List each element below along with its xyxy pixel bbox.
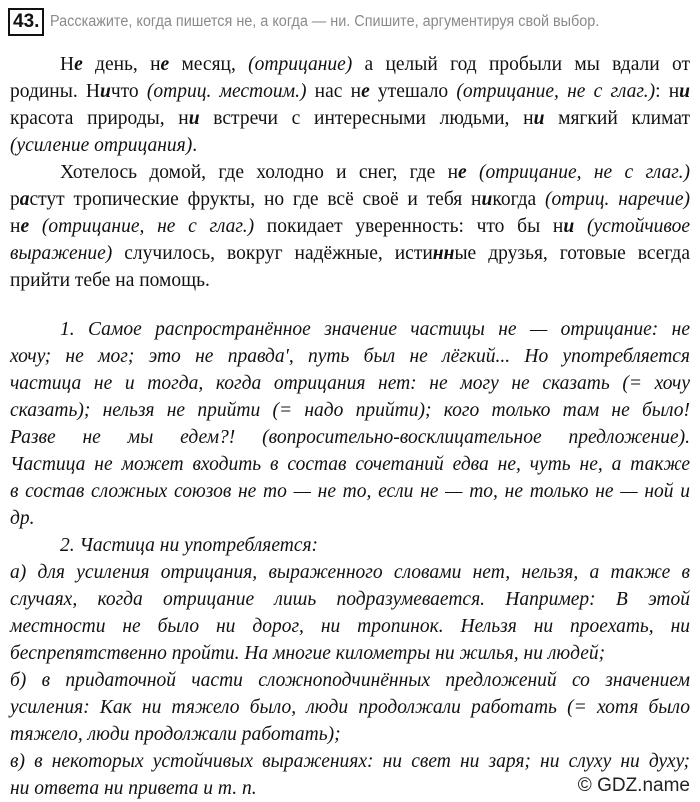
text-segment: ни ответа ни привета и т. п. xyxy=(10,778,257,799)
text-segment: др. xyxy=(10,508,35,529)
highlighted-letter: нн xyxy=(432,243,455,264)
highlighted-letter: и xyxy=(533,108,545,129)
text-segment: местности не было ни дорог, ни тропинок. Нельзя ни проехать, ни xyxy=(10,616,690,637)
text-segment: нас н xyxy=(306,81,362,102)
text-segment: Н xyxy=(60,54,75,75)
text-segment: усиления: Как ни тяжело было, люди продолжали работать (= хотя было xyxy=(10,697,690,718)
highlighted-letter: е xyxy=(74,54,83,75)
highlighted-letter: е xyxy=(20,216,30,237)
text-line xyxy=(10,694,690,721)
text-line xyxy=(10,213,690,240)
text-line xyxy=(10,451,690,478)
text-line xyxy=(10,667,690,694)
text-segment: хочу; не мог; это не правда', путь был не лёгкий... Но употребляется xyxy=(10,346,690,367)
annotation: (отрицание, не с глаг.) xyxy=(478,162,691,183)
text-segment: что xyxy=(110,81,147,102)
annotation: (отриц. наречие) xyxy=(544,189,690,210)
annotation: выражение) xyxy=(10,243,113,264)
text-segment: стут тропические фрукты, но где всё своё и тебя н xyxy=(29,189,482,210)
highlighted-letter: и xyxy=(563,216,575,237)
text-segment: тяжело, люди продолжали работать); xyxy=(10,724,341,745)
text-segment: покидает уверенность: что бы н xyxy=(254,216,564,237)
text-line xyxy=(10,186,690,213)
text-segment: мягкий климат xyxy=(544,108,690,129)
paragraph xyxy=(10,51,690,159)
text-line xyxy=(10,397,690,424)
exercise-number: 43. xyxy=(8,8,44,36)
text-segment: Частица не может входить в состав сочетаний едва не, чуть не, а также xyxy=(10,454,690,475)
task-instruction: Расскажите, когда пишется не, а когда — ни. Спишите, аргументируя свой выбор. xyxy=(50,13,600,30)
text-segment: прийти тебе на помощь. xyxy=(10,270,210,291)
paragraph xyxy=(10,159,690,294)
paragraph xyxy=(10,667,690,748)
highlighted-letter: а xyxy=(19,189,30,210)
text-segment: красота природы, н xyxy=(10,108,189,129)
text-segment: : н xyxy=(655,81,680,102)
text-segment: Хотелось домой, где холодно и снег, где н xyxy=(60,162,458,183)
text-segment: . xyxy=(192,135,198,156)
text-line xyxy=(10,240,690,267)
annotation: (устойчивое xyxy=(586,216,691,237)
text-line xyxy=(10,586,690,613)
text-segment: н xyxy=(10,216,21,237)
paragraph xyxy=(10,559,690,667)
text-line xyxy=(10,370,690,397)
text-line xyxy=(10,132,690,159)
highlighted-letter: и xyxy=(679,81,690,102)
annotation: (усиление отрицания) xyxy=(10,135,193,156)
text-segment: встречи с интересными людьми, н xyxy=(199,108,534,129)
text-segment: случилось, вокруг надёжные, исти xyxy=(112,243,433,264)
text-segment: а целый год пробыли мы вдали от xyxy=(352,54,690,75)
text-segment: когда xyxy=(492,189,545,210)
highlighted-letter: и xyxy=(481,189,493,210)
annotation: (отрицание, не с глаг.) xyxy=(456,81,656,102)
text-line xyxy=(10,316,690,343)
text-line xyxy=(10,478,690,505)
text-line xyxy=(10,505,690,532)
text-segment: частица не и тогда, когда отрицания нет: не могу не сказать (= хочу xyxy=(10,373,690,394)
text-segment: случаях, когда отрицание лишь подразумевается. Например: В этой xyxy=(10,589,690,610)
annotation: (отрицание, не с глаг.) xyxy=(41,216,255,237)
text-segment: ые друзья, готовые всегда xyxy=(454,243,691,264)
watermark: © GDZ.name xyxy=(577,775,690,796)
theory-text xyxy=(10,316,690,802)
text-segment xyxy=(467,162,479,183)
annotation: (отрицание) xyxy=(248,54,353,75)
text-segment: месяц, xyxy=(169,54,249,75)
text-segment: в) в некоторых устойчивых выражениях: ни свет ни заря; ни слуху ни духу; xyxy=(10,751,690,772)
text-line xyxy=(10,559,690,586)
highlighted-letter: и xyxy=(100,81,111,102)
text-segment: 1. Самое распространённое значение частицы не — отрицание: не xyxy=(60,319,690,340)
highlighted-letter: е xyxy=(458,162,467,183)
text-segment: р xyxy=(10,189,20,210)
text-segment: утешало xyxy=(369,81,457,102)
highlighted-letter: е xyxy=(160,54,170,75)
exercise-text xyxy=(10,51,690,294)
text-line xyxy=(10,105,690,132)
text-line xyxy=(10,640,690,667)
text-segment: б) в придаточной части сложноподчинённых предложений со значением xyxy=(10,670,690,691)
text-segment: беспрепятственно пройти. На многие километры ни жилья, ни людей; xyxy=(10,643,606,664)
highlighted-letter: и xyxy=(188,108,200,129)
text-segment: 2. Частица ни употребляется: xyxy=(60,535,319,556)
paragraph xyxy=(10,316,690,532)
annotation: (отриц. местоим.) xyxy=(146,81,307,102)
text-line xyxy=(10,267,690,294)
highlighted-letter: е xyxy=(361,81,370,102)
text-line xyxy=(10,532,690,559)
text-line xyxy=(10,159,690,186)
text-segment: родины. Н xyxy=(10,81,100,102)
text-line xyxy=(10,343,690,370)
text-segment: день, н xyxy=(82,54,161,75)
text-line xyxy=(10,748,690,775)
text-line xyxy=(10,613,690,640)
text-segment: сказать); нельзя не прийти (= надо прийти); кого только там не было! xyxy=(10,400,690,421)
text-line xyxy=(10,51,690,78)
text-segment xyxy=(29,216,42,237)
text-segment xyxy=(574,216,587,237)
text-line xyxy=(10,721,690,748)
paragraph xyxy=(10,532,690,559)
text-line xyxy=(10,424,690,451)
exercise-header xyxy=(8,8,641,36)
text-line xyxy=(10,78,690,105)
text-segment: в состав сложных союзов не то — не то, если не — то, не только не — ной и xyxy=(10,481,690,502)
text-segment: Разве не мы едем?! (вопросительно-восклицательное предложение). xyxy=(10,427,690,448)
text-segment: а) для усиления отрицания, выраженного словами нет, нельзя, а также в xyxy=(10,562,690,583)
